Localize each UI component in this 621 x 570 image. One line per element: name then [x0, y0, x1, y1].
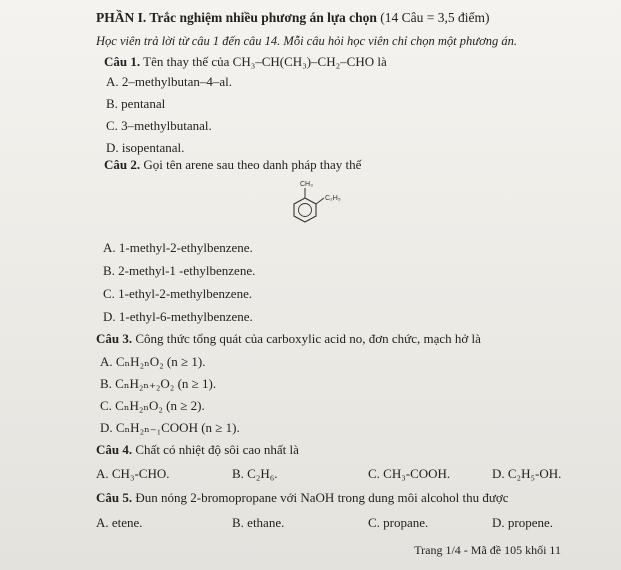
option-4c: C. CH₃-COOH. [368, 466, 451, 481]
option-4b: B. C₂H₆. [232, 466, 278, 481]
option-3c: C. CₙH₂ₙO₂ (n ≥ 2). [100, 398, 205, 413]
option-3d: D. CₙH₂ₙ₋₁COOH (n ≥ 1). [100, 420, 240, 435]
option-1c: C. 3–methylbutanal. [106, 118, 212, 133]
methyl-label: CH₃ [300, 181, 313, 188]
option-2d: D. 1-ethyl-6-methylbenzene. [103, 309, 253, 324]
section-heading: PHẦN I. Trắc nghiệm nhiều phương án lựa chọn [96, 10, 377, 25]
option-4a: A. CH₃-CHO. [96, 466, 170, 481]
question-2 [104, 157, 361, 173]
section-points: (14 Câu = 3,5 điểm) [380, 10, 490, 25]
formula: CH₃–CH(CH₃)–CH₂–CHO [232, 54, 375, 69]
instructions: Học viên trả lời từ câu 1 đến câu 14. Mỗi câu hỏi học viên chỉ chọn một phương án. [96, 34, 517, 48]
option-1a: A. 2–methylbutan–4–al. [106, 74, 233, 89]
question-text: Chất có nhiệt độ sôi cao nhất là [135, 442, 299, 457]
question-text: Đun nóng 2-bromopropane với NaOH trong dung môi alcohol thu được [135, 490, 509, 505]
question-3 [96, 331, 481, 347]
option-1d: D. isopentanal. [106, 140, 185, 155]
option-5b: B. ethane. [232, 515, 285, 530]
question-text: Tên thay thế của [143, 54, 233, 69]
benzene-ring [294, 198, 316, 222]
page-footer: Trang 1/4 - Mã đề 105 khối 11 [414, 543, 561, 557]
arene-structure [283, 176, 353, 228]
option-5c: C. propane. [368, 515, 429, 530]
option-2b: B. 2-methyl-1 -ethylbenzene. [103, 263, 256, 278]
option-3a: A. CₙH₂ₙO₂ (n ≥ 1). [100, 354, 206, 369]
question-label: Câu 4. [96, 442, 133, 457]
question-text: Gọi tên arene sau theo danh pháp thay thế [143, 157, 362, 172]
question-text: Công thức tổng quát của carboxylic acid no, đơn chức, mạch hở là [135, 331, 481, 346]
question-text-end: là [374, 54, 387, 69]
option-4d: D. C₂H₅-OH. [492, 466, 562, 481]
question-4 [96, 442, 299, 458]
question-1 [104, 54, 387, 70]
section-title [96, 10, 489, 26]
option-2a: A. 1-methyl-2-ethylbenzene. [103, 240, 253, 255]
option-5a: A. etene. [96, 515, 143, 530]
aromatic-circle [299, 204, 312, 217]
option-2c: C. 1-ethyl-2-methylbenzene. [103, 286, 253, 301]
option-1b: B. pentanal [106, 96, 166, 111]
question-5 [96, 490, 509, 506]
question-label: Câu 1. [104, 54, 141, 69]
option-3b: B. CₙH₂ₙ₊₂O₂ (n ≥ 1). [100, 376, 217, 391]
ethyl-label: C₂H₅ [325, 195, 341, 202]
option-5d: D. propene. [492, 515, 554, 530]
question-label: Câu 5. [96, 490, 133, 505]
question-label: Câu 2. [104, 157, 141, 172]
question-label: Câu 3. [96, 331, 133, 346]
ethyl-bond [316, 198, 324, 204]
